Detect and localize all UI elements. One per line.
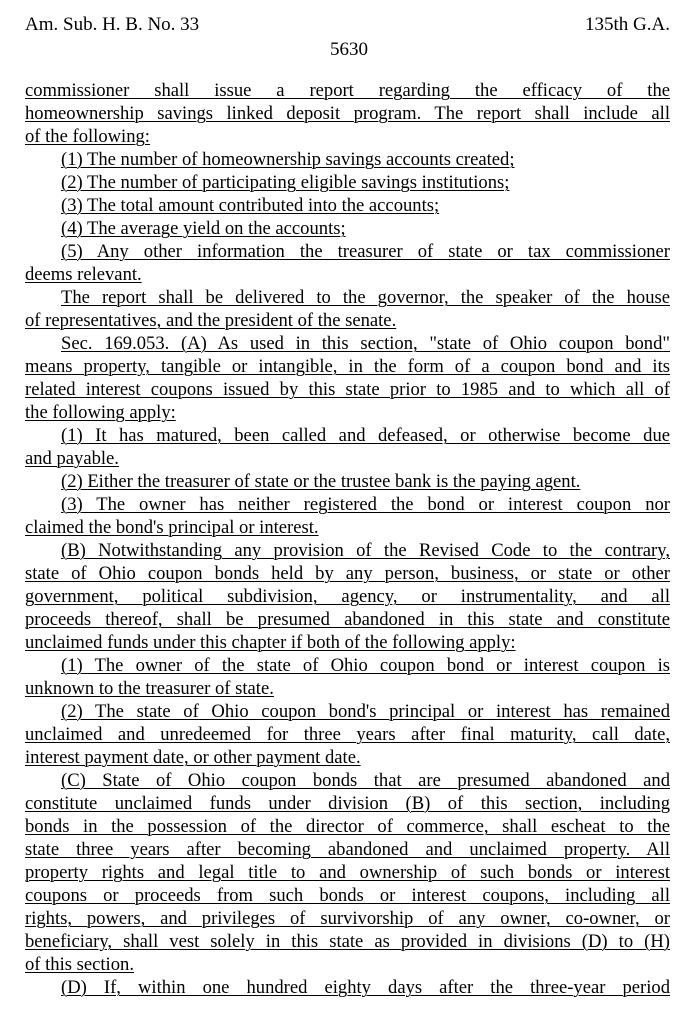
text-line: state of Ohio coupon bonds held by any person, business, or state or other: [25, 563, 670, 584]
text-line: (4) The average yield on the accounts;: [61, 218, 346, 239]
text-line: related interest coupons issued by this state prior to 1985 and to which all of: [25, 379, 670, 400]
text-line: state three years after becoming abandoned and unclaimed property. All: [25, 839, 670, 860]
text-line: government, political subdivision, agency, or instrumentality, and all: [25, 586, 670, 607]
text-line: (3) The owner has neither registered the bond or interest coupon nor: [61, 494, 670, 515]
text-line: property rights and legal title to and ownership of such bonds or interest: [25, 862, 670, 883]
text-line: coupons or proceeds from such bonds or interest coupons, including all: [25, 885, 670, 906]
text-line: unknown to the treasurer of state.: [25, 678, 274, 699]
text-line: unclaimed and unredeemed for three years after final maturity, call date,: [25, 724, 670, 745]
text-line: Sec. 169.053. (A) As used in this section, "state of Ohio coupon bond": [61, 333, 670, 354]
page-header: [25, 14, 670, 40]
text-line: of representatives, and the president of the senate.: [25, 310, 397, 331]
text-line: The report shall be delivered to the governor, the speaker of the house: [61, 287, 670, 308]
general-assembly: 135th G.A.: [585, 14, 670, 35]
text-line: homeownership savings linked deposit program. The report shall include all: [25, 103, 670, 124]
text-line: interest payment date, or other payment date.: [25, 747, 361, 768]
text-line: (1) The number of homeownership savings accounts created;: [61, 149, 515, 170]
text-line: proceeds thereof, shall be presumed abandoned in this state and constitute: [25, 609, 670, 630]
text-line: (2) The number of participating eligible savings institutions;: [61, 172, 510, 193]
text-line: unclaimed funds under this chapter if both of the following apply:: [25, 632, 516, 653]
text-line: the following apply:: [25, 402, 176, 423]
text-line: (2) The state of Ohio coupon bond's principal or interest has remained: [61, 701, 670, 722]
text-line: (2) Either the treasurer of state or the trustee bank is the paying agent.: [61, 471, 581, 492]
text-line: of the following:: [25, 126, 150, 147]
document-body: [25, 79, 670, 999]
text-line: constitute unclaimed funds under division (B) of this section, including: [25, 793, 670, 814]
text-line: (3) The total amount contributed into the accounts;: [61, 195, 440, 216]
text-line: means property, tangible or intangible, in the form of a coupon bond and its: [25, 356, 670, 377]
text-line: and payable.: [25, 448, 119, 469]
text-line: claimed the bond's principal or interest.: [25, 517, 319, 538]
text-line: (1) The owner of the state of Ohio coupon bond or interest coupon is: [61, 655, 670, 676]
text-line: commissioner shall issue a report regarding the efficacy of the: [25, 80, 670, 101]
text-line: (C) State of Ohio coupon bonds that are presumed abandoned and: [61, 770, 670, 791]
page-number: 5630: [330, 39, 368, 60]
text-line: (D) If, within one hundred eighty days after the three-year period: [61, 977, 670, 998]
text-line: rights, powers, and privileges of survivorship of any owner, co-owner, or: [25, 908, 670, 929]
text-line: beneficiary, shall vest solely in this state as provided in divisions (D) to (H): [25, 931, 670, 952]
text-line: of this section.: [25, 954, 134, 975]
text-line: deems relevant.: [25, 264, 142, 285]
text-line: (1) It has matured, been called and defeased, or otherwise become due: [61, 425, 670, 446]
text-line: (5) Any other information the treasurer of state or tax commissioner: [61, 241, 670, 262]
bill-number: Am. Sub. H. B. No. 33: [25, 14, 200, 35]
text-line: (B) Notwithstanding any provision of the Revised Code to the contrary,: [61, 540, 670, 561]
text-line: bonds in the possession of the director of commerce, shall escheat to the: [25, 816, 670, 837]
